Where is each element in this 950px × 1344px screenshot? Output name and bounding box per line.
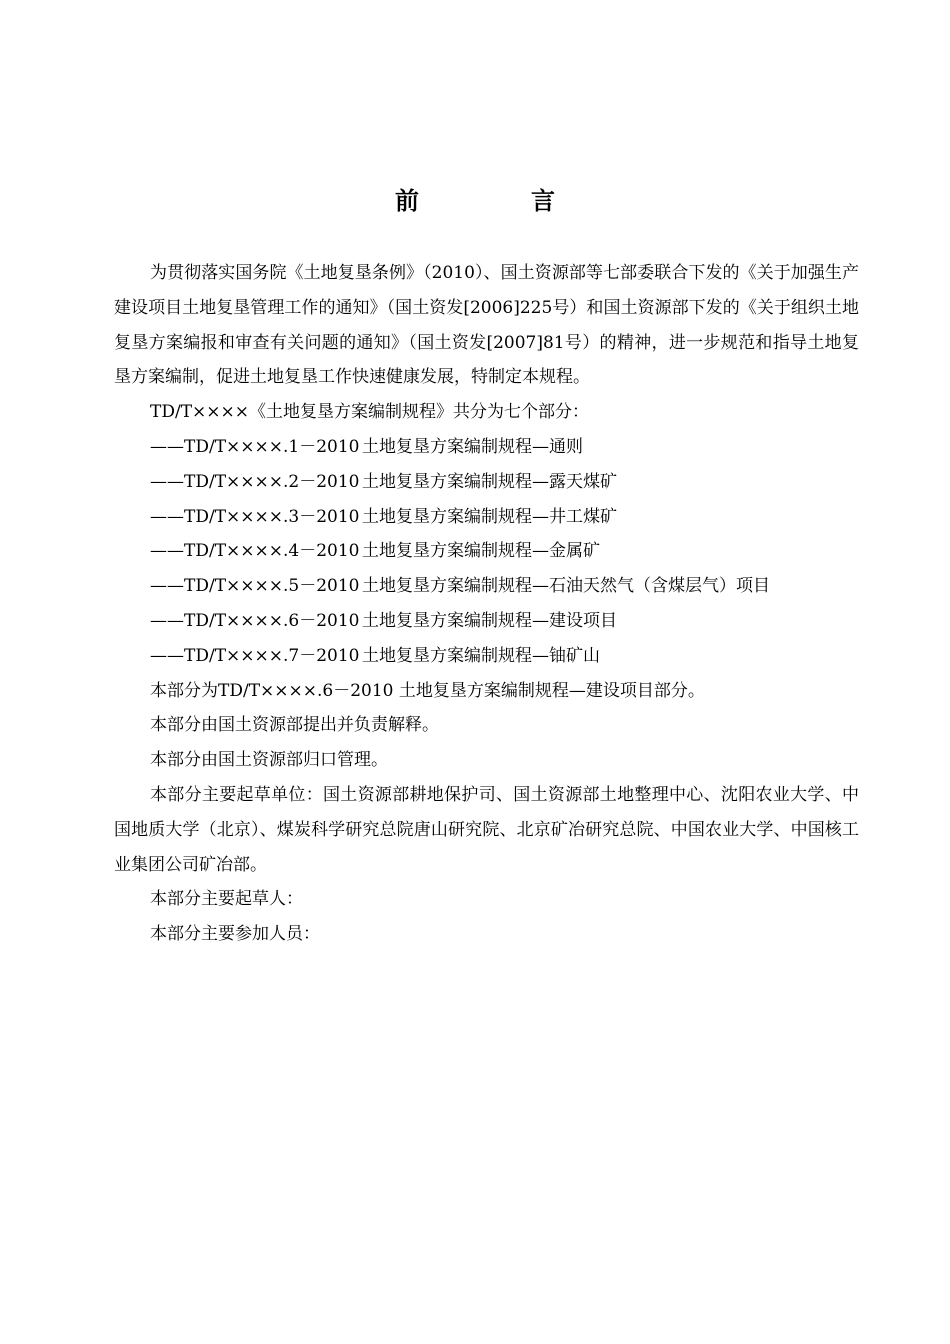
part-code: ——TD/T××××.2－2010: [150, 471, 360, 492]
part-name: 土地复垦方案编制规程—通则: [362, 436, 583, 457]
list-item: [114, 534, 859, 569]
part-code: ——TD/T××××.5－2010: [150, 576, 360, 597]
participants-paragraph: 本部分主要参加人员：: [150, 924, 320, 945]
managed-by-paragraph: 本部分由国土资源部归口管理。: [150, 750, 388, 771]
part-name: 土地复垦方案编制规程—露天煤矿: [362, 471, 617, 492]
this-part-paragraph: 本部分为TD/T××××.6－2010 土地复垦方案编制规程—建设项目部分。: [150, 680, 705, 701]
parts-list: [114, 430, 859, 674]
drafters-paragraph: 本部分主要起草人：: [150, 889, 303, 910]
list-item: [114, 500, 859, 535]
parts-intro-paragraph: TD/T××××《土地复垦方案编制规程》共分为七个部分：: [150, 402, 590, 423]
part-code: ——TD/T××××.3－2010: [150, 506, 360, 527]
document-body: [114, 256, 859, 952]
part-name: 土地复垦方案编制规程—建设项目: [362, 610, 617, 631]
page-title: 前 言: [395, 186, 599, 215]
part-code: ——TD/T××××.7－2010: [150, 645, 360, 666]
list-item: [114, 569, 859, 604]
part-name: 土地复垦方案编制规程—井工煤矿: [362, 506, 617, 527]
proposed-by-paragraph: 本部分由国土资源部提出并负责解释。: [150, 715, 439, 736]
list-item: [114, 430, 859, 465]
part-code: ——TD/T××××.4－2010: [150, 541, 360, 562]
part-code: ——TD/T××××.1－2010: [150, 436, 360, 457]
part-name: 土地复垦方案编制规程—金属矿: [362, 541, 600, 562]
list-item: [114, 465, 859, 500]
intro-paragraph: 为贯彻落实国务院《土地复垦条例》（2010）、国土资源部等七部委联合下发的《关于加强生产建设项目土地复垦管理工作的通知》（国土资发[2006]225号）和国土资源部下发的《关于组织土地复垦方案编报和审查有关问题的通知》（国土资发[2007]81号）的精神，进一步规范和指导土地复垦方案编制，促进土地复垦工作快速健康发展，特制定本规程。: [114, 263, 859, 388]
list-item: [114, 639, 859, 674]
list-item: [114, 604, 859, 639]
part-name: 土地复垦方案编制规程—石油天然气（含煤层气）项目: [362, 576, 770, 597]
part-code: ——TD/T××××.6－2010: [150, 610, 360, 631]
part-name: 土地复垦方案编制规程—铀矿山: [362, 645, 600, 666]
drafting-units-paragraph: 本部分主要起草单位：国土资源部耕地保护司、国土资源部土地整理中心、沈阳农业大学、中国地质大学（北京）、煤炭科学研究总院唐山研究院、北京矿冶研究总院、中国农业大学、中国核工业集团公司矿冶部。: [114, 784, 859, 875]
